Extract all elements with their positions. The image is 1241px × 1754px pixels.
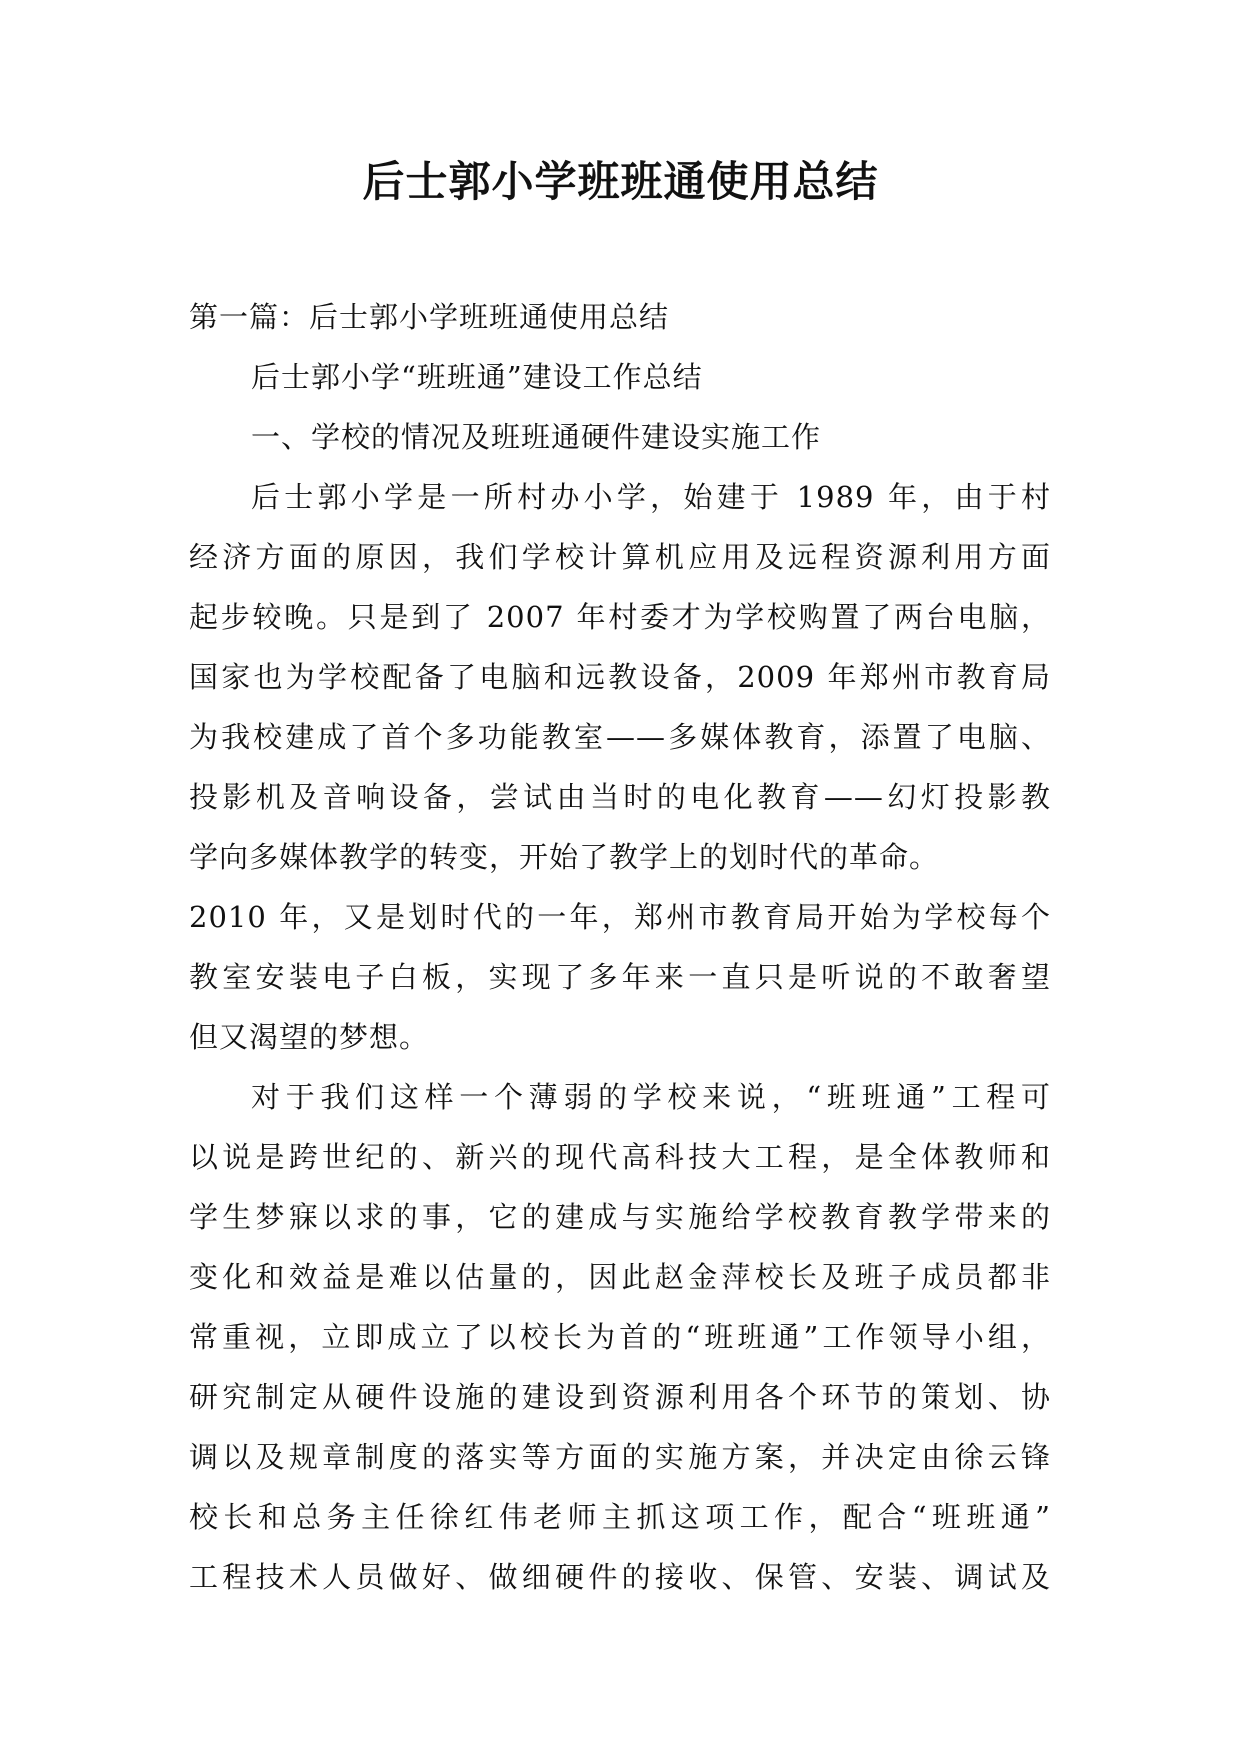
section-heading: 第一篇：后士郭小学班班通使用总结 [189,300,670,334]
paragraph-line: 变化和效益是难以估量的，因此赵金萍校长及班子成员都非 [189,1260,1051,1294]
paragraph-line: 起步较晚。只是到了 2007 年村委才为学校购置了两台电脑， [189,600,1051,634]
paragraph-line: 校长和总务主任徐红伟老师主抓这项工作，配合“班班通” [189,1500,1051,1534]
paragraph-line: 但又渴望的梦想。 [189,1020,430,1054]
paragraph-line: 国家也为学校配备了电脑和远教设备，2009 年郑州市教育局 [189,660,1051,694]
article-subtitle: 后士郭小学“班班通”建设工作总结 [251,360,703,394]
paragraph-line: 学生梦寐以求的事，它的建成与实施给学校教育教学带来的 [189,1200,1051,1234]
paragraph-line: 对于我们这样一个薄弱的学校来说，“班班通”工程可 [251,1080,1051,1114]
paragraph-line: 后士郭小学是一所村办小学，始建于 1989 年，由于村 [251,480,1051,514]
paragraph-line: 教室安装电子白板，实现了多年来一直只是听说的不敢奢望 [189,960,1051,994]
paragraph-line: 以说是跨世纪的、新兴的现代高科技大工程，是全体教师和 [189,1140,1051,1174]
paragraph-line: 学向多媒体教学的转变，开始了教学上的划时代的革命。 [189,840,940,874]
paragraph-line: 经济方面的原因，我们学校计算机应用及远程资源利用方面 [189,540,1051,574]
paragraph-line: 投影机及音响设备，尝试由当时的电化教育——幻灯投影教 [189,780,1051,814]
document-title: 后士郭小学班班通使用总结 [362,157,879,206]
paragraph-line: 2010 年，又是划时代的一年，郑州市教育局开始为学校每个 [189,900,1051,934]
paragraph-line: 调以及规章制度的落实等方面的实施方案，并决定由徐云锋 [189,1440,1051,1474]
paragraph-line: 研究制定从硬件设施的建设到资源利用各个环节的策划、协 [189,1380,1051,1414]
paragraph-line: 为我校建成了首个多功能教室——多媒体教育，添置了电脑、 [189,720,1051,754]
paragraph-line: 工程技术人员做好、做细硬件的接收、保管、安装、调试及 [189,1560,1051,1594]
document-body [189,287,1051,1607]
part-heading: 一、学校的情况及班班通硬件建设实施工作 [251,420,822,454]
paragraph-line: 常重视，立即成立了以校长为首的“班班通”工作领导小组， [189,1320,1051,1354]
